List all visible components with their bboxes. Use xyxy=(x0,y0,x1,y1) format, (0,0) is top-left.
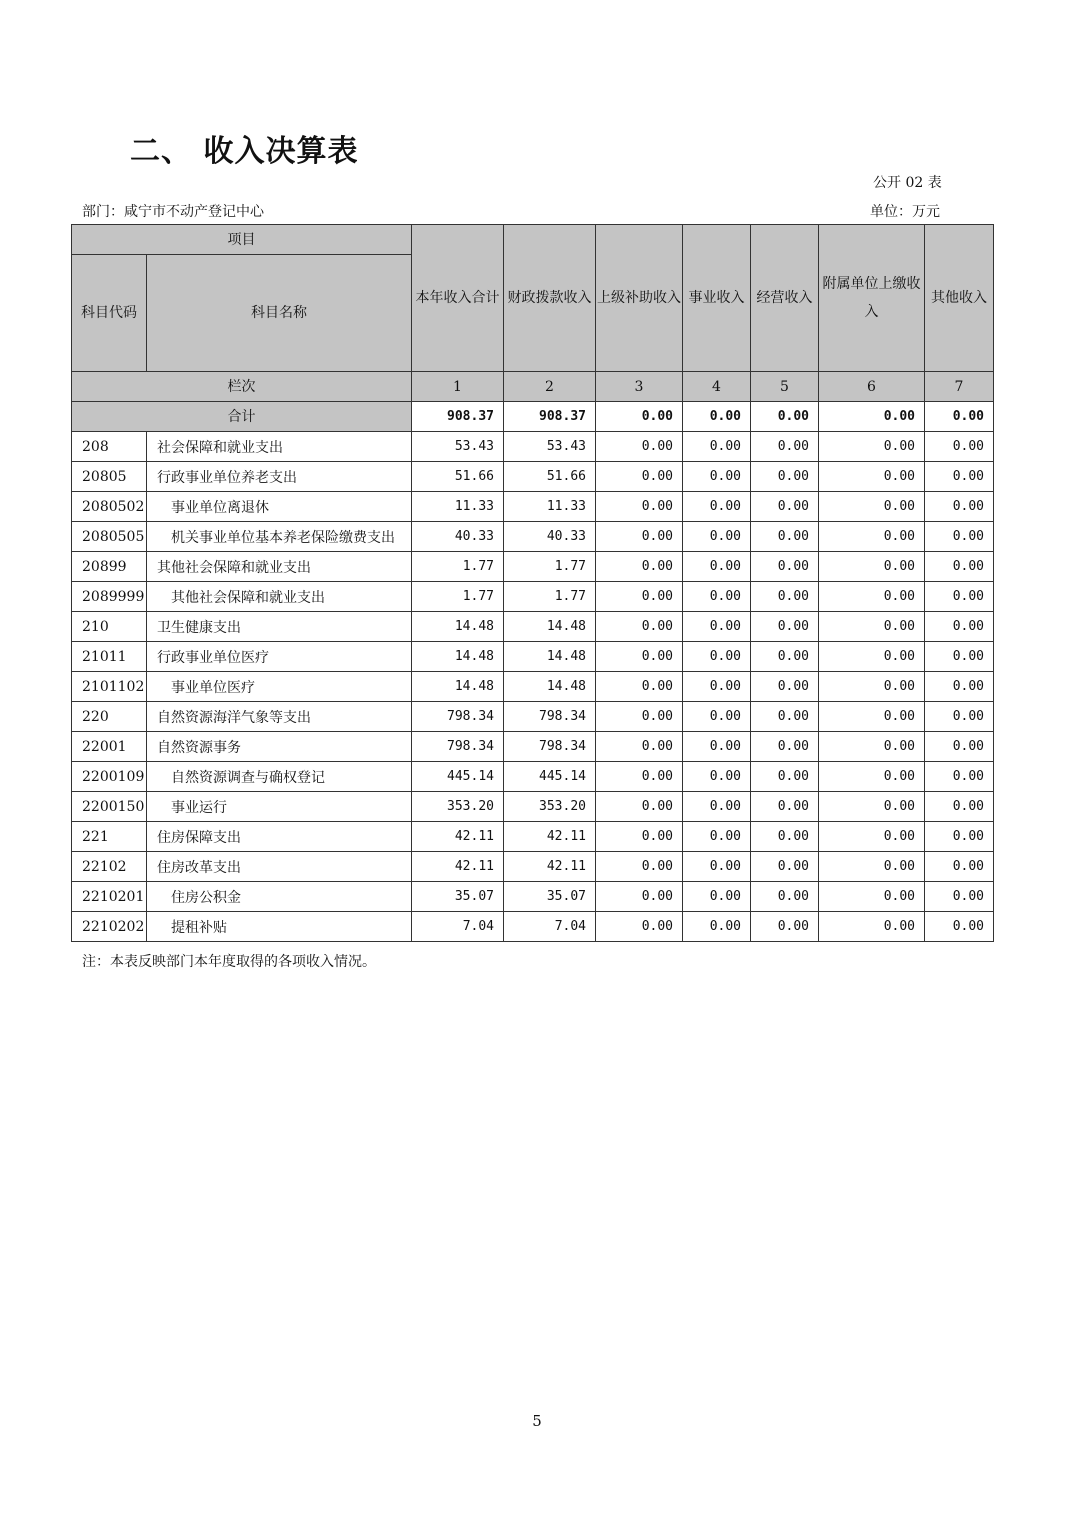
row-value: 40.33 xyxy=(412,522,504,552)
row-value: 14.48 xyxy=(412,612,504,642)
header-col-4: 事业收入 xyxy=(683,225,751,372)
row-value: 0.00 xyxy=(596,582,683,612)
row-value: 0.00 xyxy=(925,822,994,852)
header-code: 科目代码 xyxy=(72,255,147,372)
row-name: 机关事业单位基本养老保险缴费支出 xyxy=(147,522,412,552)
row-value: 0.00 xyxy=(683,582,751,612)
row-value: 0.00 xyxy=(596,492,683,522)
table-row xyxy=(72,462,994,492)
row-value: 0.00 xyxy=(925,702,994,732)
row-value: 0.00 xyxy=(751,432,819,462)
row-code: 2210202 xyxy=(72,912,147,942)
row-value: 0.00 xyxy=(683,552,751,582)
row-value: 0.00 xyxy=(683,762,751,792)
unit-label: 单位：万元 xyxy=(870,204,940,220)
table-row xyxy=(72,552,994,582)
row-value: 0.00 xyxy=(596,732,683,762)
row-value: 53.43 xyxy=(504,432,596,462)
table-row xyxy=(72,792,994,822)
column-index-1: 1 xyxy=(412,372,504,402)
total-row xyxy=(72,402,994,432)
row-value: 14.48 xyxy=(504,672,596,702)
row-code: 22001 xyxy=(72,732,147,762)
row-value: 0.00 xyxy=(596,462,683,492)
total-value: 0.00 xyxy=(819,402,925,432)
total-value: 0.00 xyxy=(596,402,683,432)
row-value: 0.00 xyxy=(751,522,819,552)
table-number: 公开 02 表 xyxy=(873,175,942,191)
row-value: 0.00 xyxy=(819,762,925,792)
row-value: 11.33 xyxy=(504,492,596,522)
row-name: 行政事业单位养老支出 xyxy=(147,462,412,492)
row-value: 14.48 xyxy=(504,612,596,642)
row-value: 40.33 xyxy=(504,522,596,552)
row-value: 798.34 xyxy=(504,702,596,732)
column-index-row xyxy=(72,372,994,402)
row-value: 0.00 xyxy=(683,432,751,462)
row-value: 0.00 xyxy=(596,552,683,582)
row-value: 0.00 xyxy=(751,462,819,492)
row-value: 42.11 xyxy=(504,852,596,882)
row-value: 0.00 xyxy=(596,762,683,792)
total-value: 0.00 xyxy=(925,402,994,432)
row-value: 7.04 xyxy=(504,912,596,942)
row-value: 0.00 xyxy=(683,492,751,522)
row-value: 0.00 xyxy=(751,852,819,882)
header-col-6: 附属单位上缴收入 xyxy=(819,225,925,372)
row-value: 0.00 xyxy=(596,912,683,942)
total-value: 0.00 xyxy=(751,402,819,432)
row-value: 0.00 xyxy=(819,702,925,732)
row-name: 卫生健康支出 xyxy=(147,612,412,642)
row-value: 798.34 xyxy=(412,702,504,732)
row-value: 0.00 xyxy=(751,702,819,732)
column-index-6: 6 xyxy=(819,372,925,402)
row-code: 2080502 xyxy=(72,492,147,522)
row-value: 0.00 xyxy=(819,882,925,912)
page-title: 二、 收入决算表 xyxy=(130,134,359,169)
row-value: 0.00 xyxy=(819,612,925,642)
row-value: 0.00 xyxy=(819,492,925,522)
row-value: 0.00 xyxy=(819,912,925,942)
column-index-4: 4 xyxy=(683,372,751,402)
income-table xyxy=(71,224,994,942)
column-index-label: 栏次 xyxy=(72,372,412,402)
row-value: 0.00 xyxy=(925,912,994,942)
row-name: 事业单位离退休 xyxy=(147,492,412,522)
row-value: 1.77 xyxy=(412,582,504,612)
row-value: 35.07 xyxy=(504,882,596,912)
row-value: 1.77 xyxy=(504,582,596,612)
row-code: 220 xyxy=(72,702,147,732)
row-name: 行政事业单位医疗 xyxy=(147,642,412,672)
row-code: 2200109 xyxy=(72,762,147,792)
row-code: 20899 xyxy=(72,552,147,582)
row-value: 0.00 xyxy=(683,732,751,762)
row-code: 20805 xyxy=(72,462,147,492)
row-name: 自然资源事务 xyxy=(147,732,412,762)
row-value: 14.48 xyxy=(504,642,596,672)
row-value: 0.00 xyxy=(751,912,819,942)
row-value: 798.34 xyxy=(504,732,596,762)
row-value: 0.00 xyxy=(683,642,751,672)
row-value: 0.00 xyxy=(925,762,994,792)
row-value: 0.00 xyxy=(596,702,683,732)
row-value: 0.00 xyxy=(819,672,925,702)
row-code: 2200150 xyxy=(72,792,147,822)
column-index-3: 3 xyxy=(596,372,683,402)
column-index-5: 5 xyxy=(751,372,819,402)
table-row xyxy=(72,702,994,732)
row-value: 51.66 xyxy=(504,462,596,492)
row-value: 11.33 xyxy=(412,492,504,522)
department-label: 部门：咸宁市不动产登记中心 xyxy=(82,204,264,220)
row-value: 0.00 xyxy=(819,732,925,762)
row-name: 事业运行 xyxy=(147,792,412,822)
table-row xyxy=(72,732,994,762)
row-code: 2080505 xyxy=(72,522,147,552)
table-row xyxy=(72,522,994,552)
row-value: 0.00 xyxy=(925,432,994,462)
row-value: 0.00 xyxy=(925,732,994,762)
row-value: 0.00 xyxy=(751,792,819,822)
row-value: 0.00 xyxy=(751,732,819,762)
row-name: 住房改革支出 xyxy=(147,852,412,882)
row-value: 0.00 xyxy=(596,852,683,882)
row-name: 其他社会保障和就业支出 xyxy=(147,552,412,582)
header-name: 科目名称 xyxy=(147,255,412,372)
row-value: 0.00 xyxy=(596,612,683,642)
row-name: 自然资源海洋气象等支出 xyxy=(147,702,412,732)
row-value: 353.20 xyxy=(504,792,596,822)
row-value: 53.43 xyxy=(412,432,504,462)
row-value: 0.00 xyxy=(819,462,925,492)
row-code: 221 xyxy=(72,822,147,852)
column-index-7: 7 xyxy=(925,372,994,402)
table-note: 注：本表反映部门本年度取得的各项收入情况。 xyxy=(82,954,376,970)
table-row xyxy=(72,582,994,612)
header-col-3: 上级补助收入 xyxy=(596,225,683,372)
row-code: 22102 xyxy=(72,852,147,882)
row-value: 0.00 xyxy=(683,882,751,912)
row-value: 0.00 xyxy=(596,672,683,702)
row-value: 0.00 xyxy=(819,792,925,822)
row-value: 0.00 xyxy=(925,582,994,612)
row-code: 2089999 xyxy=(72,582,147,612)
row-value: 0.00 xyxy=(683,912,751,942)
header-col-7: 其他收入 xyxy=(925,225,994,372)
table-row xyxy=(72,612,994,642)
row-value: 0.00 xyxy=(683,852,751,882)
row-name: 提租补贴 xyxy=(147,912,412,942)
table-row xyxy=(72,492,994,522)
row-value: 0.00 xyxy=(925,462,994,492)
row-value: 14.48 xyxy=(412,672,504,702)
row-value: 0.00 xyxy=(819,582,925,612)
row-value: 7.04 xyxy=(412,912,504,942)
header-col-1: 本年收入合计 xyxy=(412,225,504,372)
row-code: 208 xyxy=(72,432,147,462)
row-value: 0.00 xyxy=(751,882,819,912)
row-value: 445.14 xyxy=(412,762,504,792)
header-row-item xyxy=(72,225,994,255)
table-row xyxy=(72,852,994,882)
row-value: 0.00 xyxy=(925,492,994,522)
row-value: 14.48 xyxy=(412,642,504,672)
row-value: 0.00 xyxy=(925,852,994,882)
row-value: 0.00 xyxy=(925,552,994,582)
row-value: 0.00 xyxy=(819,822,925,852)
row-value: 0.00 xyxy=(751,822,819,852)
row-value: 0.00 xyxy=(925,642,994,672)
row-name: 住房公积金 xyxy=(147,882,412,912)
header-col-5: 经营收入 xyxy=(751,225,819,372)
row-value: 0.00 xyxy=(925,672,994,702)
row-code: 21011 xyxy=(72,642,147,672)
page-number: 5 xyxy=(532,1412,542,1430)
column-index-2: 2 xyxy=(504,372,596,402)
row-value: 0.00 xyxy=(683,822,751,852)
row-value: 0.00 xyxy=(925,792,994,822)
row-value: 0.00 xyxy=(819,522,925,552)
row-name: 住房保障支出 xyxy=(147,822,412,852)
row-code: 2101102 xyxy=(72,672,147,702)
row-value: 0.00 xyxy=(683,702,751,732)
table-row xyxy=(72,762,994,792)
row-value: 42.11 xyxy=(504,822,596,852)
table-row xyxy=(72,882,994,912)
total-value: 908.37 xyxy=(412,402,504,432)
row-value: 42.11 xyxy=(412,822,504,852)
row-value: 0.00 xyxy=(819,642,925,672)
row-value: 0.00 xyxy=(819,432,925,462)
row-value: 0.00 xyxy=(751,672,819,702)
row-value: 0.00 xyxy=(751,642,819,672)
row-code: 2210201 xyxy=(72,882,147,912)
row-name: 社会保障和就业支出 xyxy=(147,432,412,462)
row-value: 0.00 xyxy=(596,792,683,822)
row-value: 1.77 xyxy=(504,552,596,582)
row-value: 0.00 xyxy=(596,882,683,912)
table-row xyxy=(72,432,994,462)
table-row xyxy=(72,822,994,852)
table-row xyxy=(72,672,994,702)
table-row xyxy=(72,642,994,672)
row-value: 0.00 xyxy=(925,612,994,642)
row-name: 自然资源调查与确权登记 xyxy=(147,762,412,792)
row-value: 0.00 xyxy=(751,492,819,522)
row-value: 353.20 xyxy=(412,792,504,822)
row-value: 0.00 xyxy=(683,612,751,642)
row-value: 0.00 xyxy=(596,522,683,552)
row-value: 0.00 xyxy=(751,762,819,792)
total-value: 908.37 xyxy=(504,402,596,432)
row-value: 798.34 xyxy=(412,732,504,762)
row-value: 445.14 xyxy=(504,762,596,792)
row-name: 事业单位医疗 xyxy=(147,672,412,702)
row-value: 0.00 xyxy=(925,522,994,552)
total-label: 合计 xyxy=(72,402,412,432)
row-value: 0.00 xyxy=(751,582,819,612)
row-value: 0.00 xyxy=(751,552,819,582)
row-value: 0.00 xyxy=(596,822,683,852)
row-value: 35.07 xyxy=(412,882,504,912)
row-value: 0.00 xyxy=(683,462,751,492)
table-row xyxy=(72,912,994,942)
row-value: 0.00 xyxy=(751,612,819,642)
row-value: 0.00 xyxy=(819,552,925,582)
row-value: 0.00 xyxy=(596,432,683,462)
row-value: 0.00 xyxy=(925,882,994,912)
header-item: 项目 xyxy=(72,225,412,255)
row-value: 42.11 xyxy=(412,852,504,882)
row-value: 51.66 xyxy=(412,462,504,492)
row-value: 0.00 xyxy=(819,852,925,882)
row-code: 210 xyxy=(72,612,147,642)
row-value: 0.00 xyxy=(596,642,683,672)
header-col-2: 财政拨款收入 xyxy=(504,225,596,372)
row-value: 1.77 xyxy=(412,552,504,582)
row-value: 0.00 xyxy=(683,522,751,552)
row-name: 其他社会保障和就业支出 xyxy=(147,582,412,612)
row-value: 0.00 xyxy=(683,672,751,702)
row-value: 0.00 xyxy=(683,792,751,822)
total-value: 0.00 xyxy=(683,402,751,432)
